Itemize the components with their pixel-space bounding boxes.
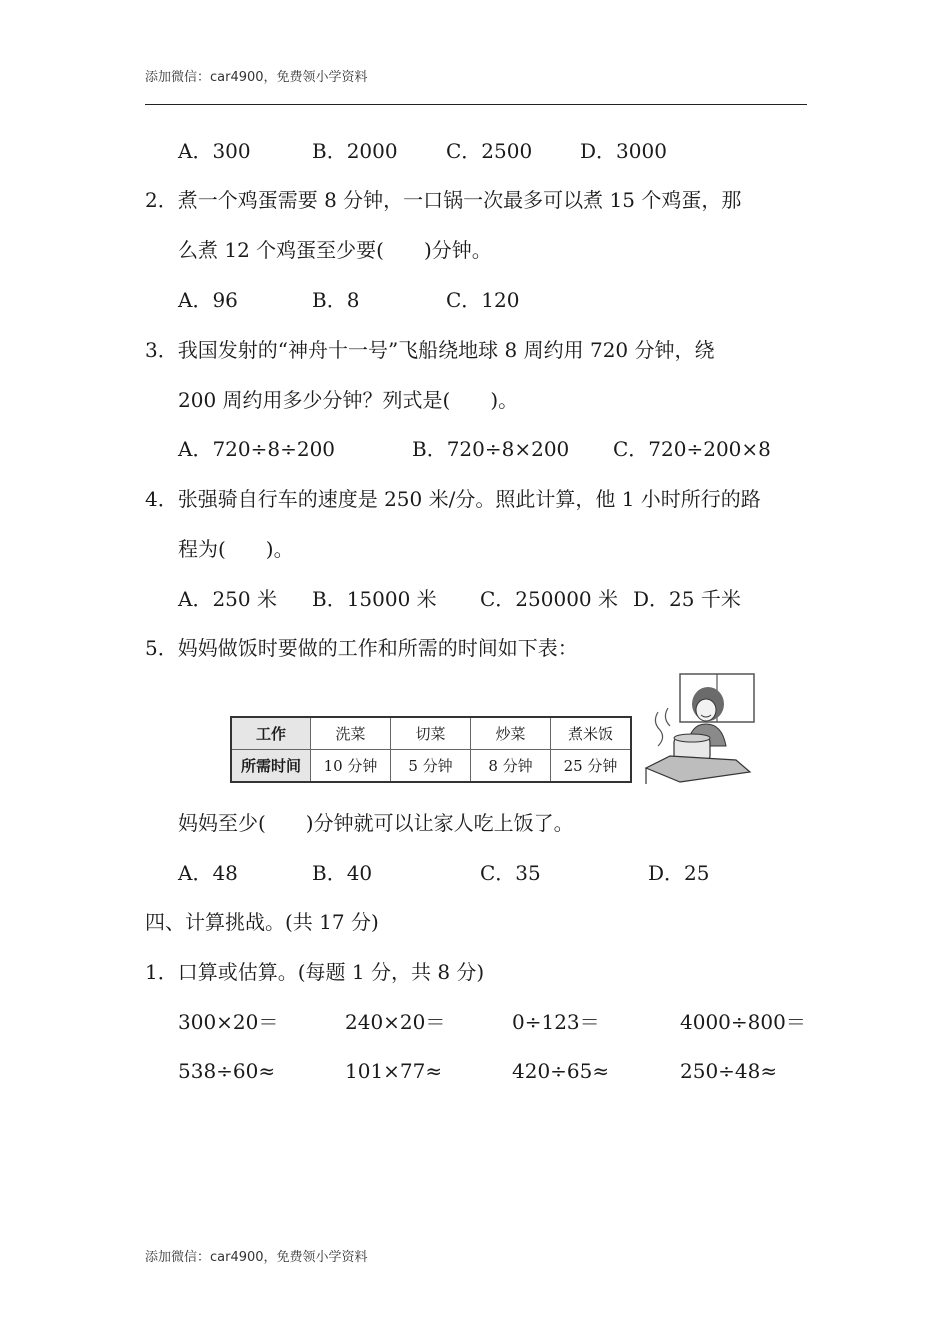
calc-item: 420÷65≈ [512,1059,610,1083]
section-4-sub-1: 1．口算或估算。(每题 1 分，共 8 分) [145,960,485,984]
q4-option-c: C．250000 米 [480,587,619,611]
table-row [231,717,631,750]
q5-option-b: B．40 [312,861,373,885]
q1-option-d: D．3000 [580,139,667,163]
q4-line-1: 4．张强骑自行车的速度是 250 米/分。照此计算，他 1 小时所行的路 [145,487,761,511]
q2-option-b: B．8 [312,288,360,312]
calc-item: 4000÷800＝ [680,1010,806,1034]
page-footer: 添加微信：car4900，免费领小学资料 [145,1250,368,1265]
calc-item: 300×20＝ [178,1010,279,1034]
calc-item: 250÷48≈ [680,1059,778,1083]
table-row [231,750,631,783]
table-cell: 洗菜 [311,717,391,750]
table-cell: 切菜 [391,717,471,750]
q2-line-1: 2．煮一个鸡蛋需要 8 分钟，一口锅一次最多可以煮 15 个鸡蛋，那 [145,188,742,212]
calc-item: 240×20＝ [345,1010,446,1034]
calc-item: 0÷123＝ [512,1010,600,1034]
table-header-time: 所需时间 [231,750,311,783]
mother-cooking-illustration [640,672,756,786]
q5-question: 妈妈至少( )分钟就可以让家人吃上饭了。 [178,811,574,835]
table-cell: 炒菜 [471,717,551,750]
table-cell: 5 分钟 [391,750,471,783]
q5-line-1: 5．妈妈做饭时要做的工作和所需的时间如下表： [145,636,578,660]
table-cell: 10 分钟 [311,750,391,783]
calc-item: 538÷60≈ [178,1059,276,1083]
work-time-table [230,716,632,783]
q1-option-b: B．2000 [312,139,398,163]
q3-option-c: C．720÷200×8 [613,437,771,461]
q2-option-a: A．96 [178,288,238,312]
header-rule [145,104,807,105]
q5-option-c: C．35 [480,861,541,885]
q4-option-a: A．250 米 [178,587,277,611]
q3-option-b: B．720÷8×200 [412,437,570,461]
q2-line-2: 么煮 12 个鸡蛋至少要( )分钟。 [178,238,492,262]
section-4-title: 四、计算挑战。(共 17 分) [145,910,379,934]
q3-option-a: A．720÷8÷200 [178,437,336,461]
page-header: 添加微信：car4900，免费领小学资料 [145,70,368,85]
q1-option-a: A．300 [178,139,251,163]
q2-option-c: C．120 [446,288,520,312]
q4-option-d: D．25 千米 [633,587,741,611]
q4-option-b: B．15000 米 [312,587,437,611]
q4-line-2: 程为( )。 [178,537,294,561]
q1-option-c: C．2500 [446,139,533,163]
calc-item: 101×77≈ [345,1059,443,1083]
table-cell: 25 分钟 [551,750,632,783]
q3-line-2: 200 周约用多少分钟？列式是( )。 [178,388,519,412]
q3-line-1: 3．我国发射的“神舟十一号”飞船绕地球 8 周约用 720 分钟，绕 [145,338,715,362]
q5-option-d: D．25 [648,861,710,885]
table-header-task: 工作 [231,717,311,750]
table-cell: 8 分钟 [471,750,551,783]
q5-option-a: A．48 [178,861,238,885]
table-cell: 煮米饭 [551,717,632,750]
